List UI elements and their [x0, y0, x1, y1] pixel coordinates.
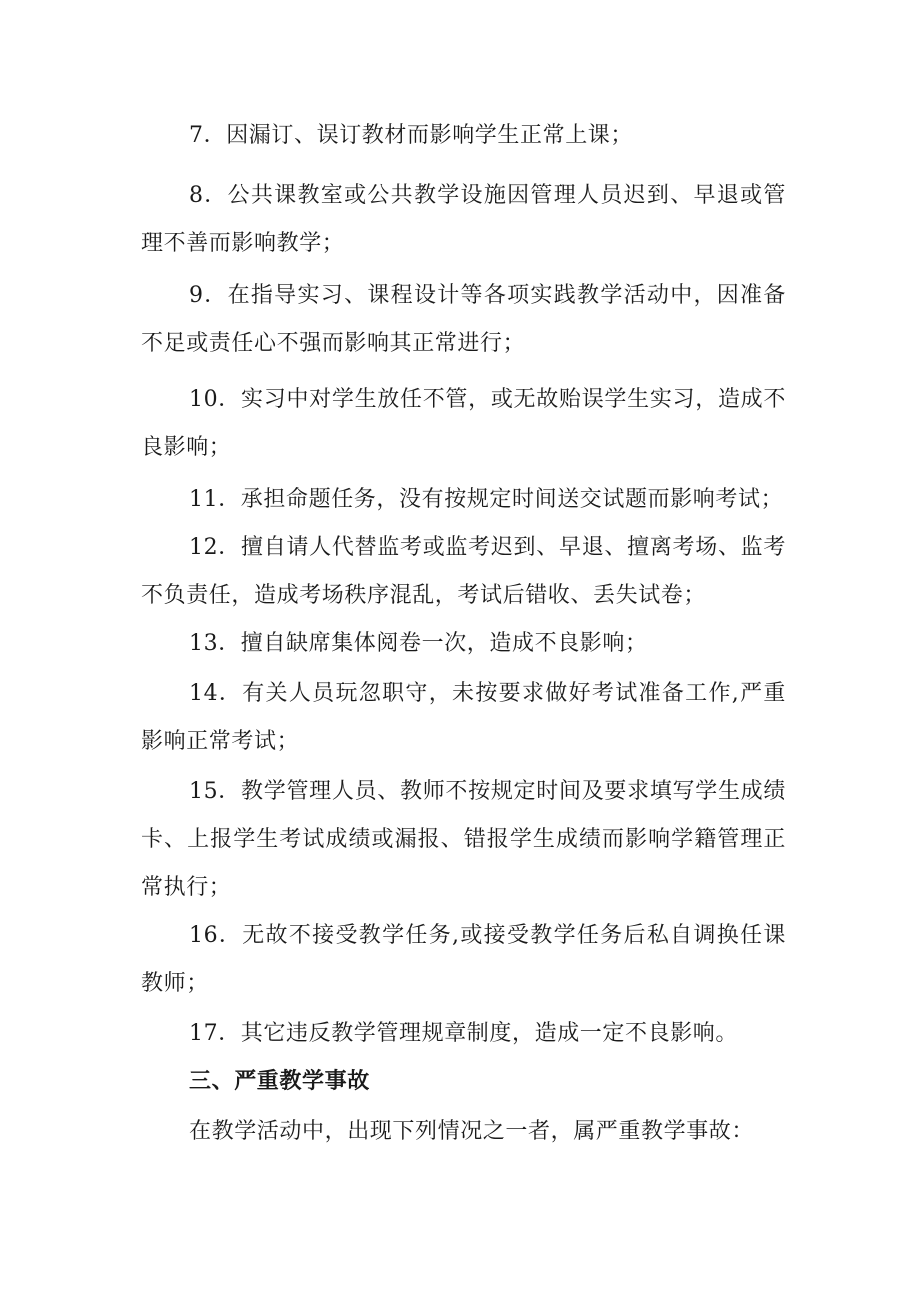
list-item-9: 9．在指导实习、课程设计等各项实践教学活动中，因准备不足或责任心不强而影响其正常进行； [141, 283, 786, 356]
list-item-17: 17．其它违反教学管理规章制度，造成一定不良影响。 [189, 1021, 738, 1046]
list-item-7: 7．因漏订、误订教材而影响学生正常上课； [189, 123, 633, 148]
list-item-14: 14．有关人员玩忽职守，未按要求做好考试准备工作,严重影响正常考试； [141, 681, 786, 754]
list-item-11: 11．承担命题任务，没有按规定时间送交试题而影响考试； [189, 487, 784, 512]
list-item-15: 15．教学管理人员、教师不按规定时间及要求填写学生成绩卡、上报学生考试成绩或漏报、错报学生成绩而影响学籍管理正常执行； [141, 779, 786, 900]
list-item-16: 16．无故不接受教学任务,或接受教学任务后私自调换任课教师； [141, 923, 786, 996]
list-item-13: 13．擅自缺席集体阅卷一次，造成不良影响； [189, 631, 648, 656]
section-heading: 三、严重教学事故 [189, 1069, 370, 1094]
list-item-12: 12．擅自请人代替监考或监考迟到、早退、擅离考场、监考不负责任，造成考场秩序混乱，考试后错收、丢失试卷； [141, 535, 786, 608]
list-item-10: 10．实习中对学生放任不管，或无故贻误学生实习，造成不良影响； [141, 387, 786, 460]
section-intro: 在教学活动中，出现下列情况之一者，属严重教学事故： [189, 1119, 755, 1144]
list-item-8: 8．公共课教室或公共教学设施因管理人员迟到、早退或管理不善而影响教学； [141, 183, 786, 256]
